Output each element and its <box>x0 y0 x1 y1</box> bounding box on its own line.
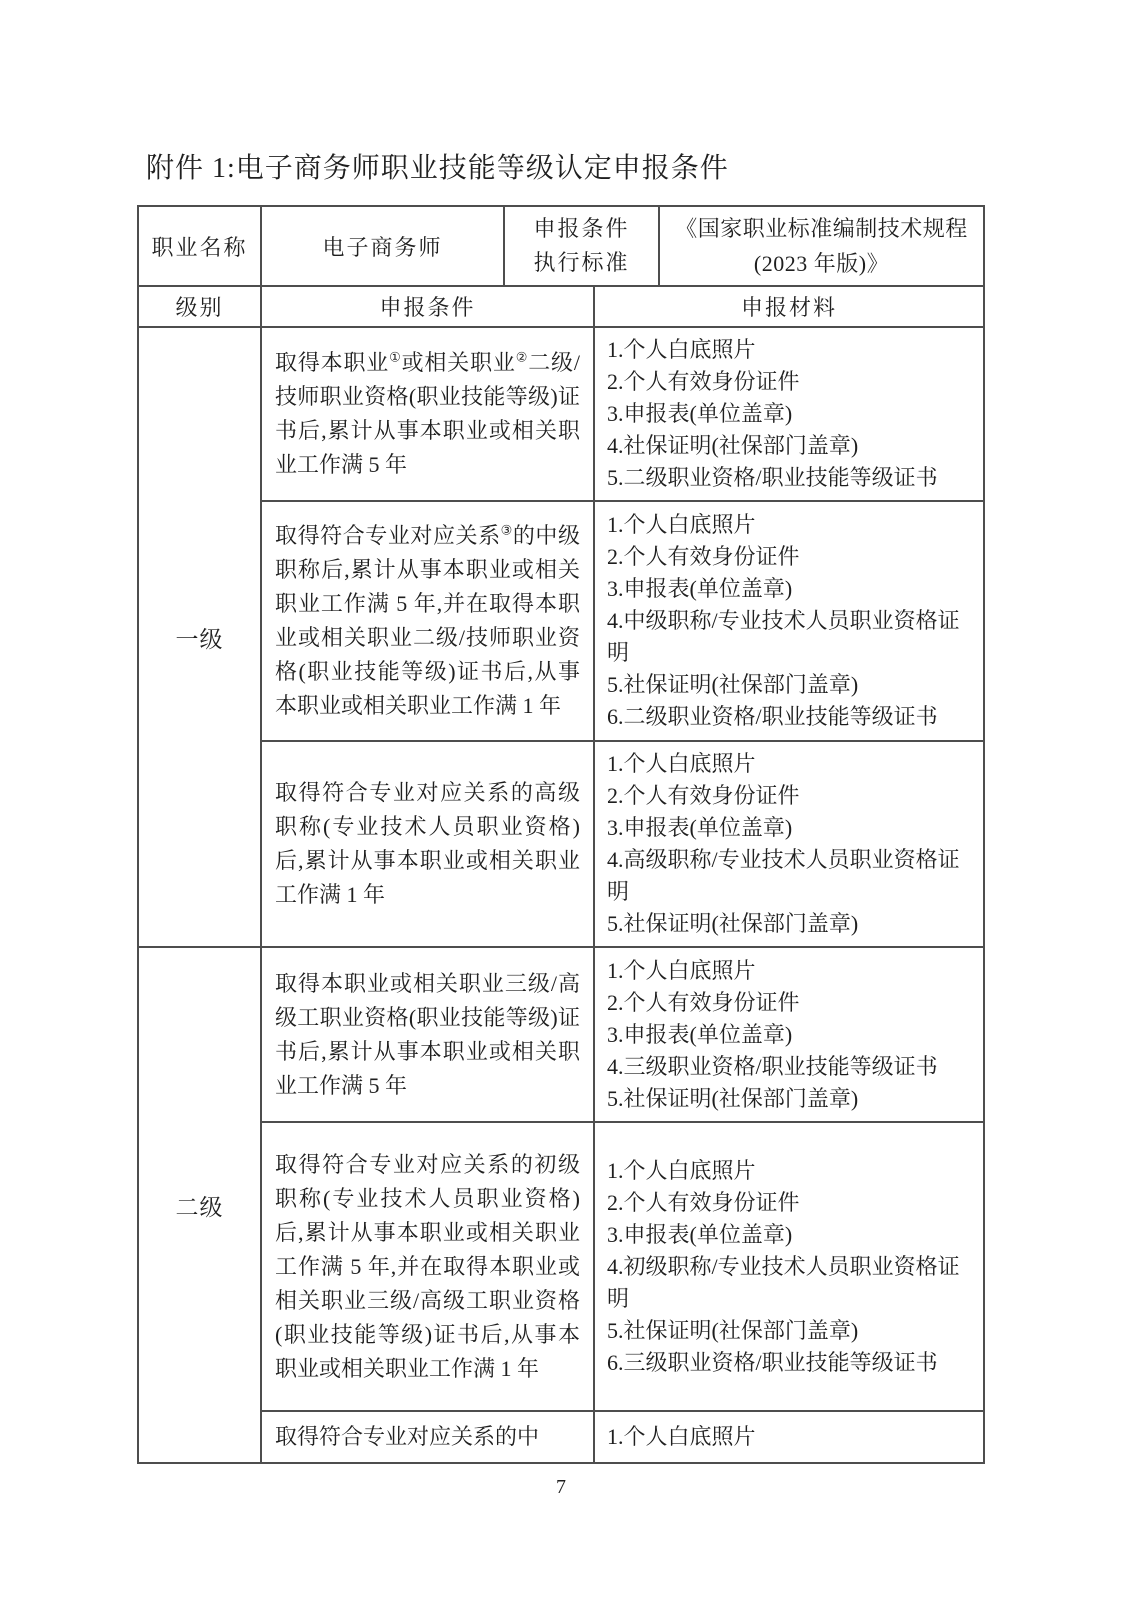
occupation-header-row <box>139 207 983 287</box>
material-item: 3.申报表(单位盖章) <box>607 576 793 601</box>
materials-cell <box>595 502 983 740</box>
standard-label: 申报条件执行标准 <box>505 207 660 285</box>
level-label: 二级 <box>139 948 262 1462</box>
material-item: 2.个人有效身份证件 <box>607 1189 800 1215</box>
condition-text: 取得本职业①或相关职业②二级/技师职业资格(职业技能等级)证书后,累计从事本职业或相关职业工作满 5 年 <box>275 349 580 477</box>
condition-cell <box>262 1412 595 1462</box>
materials-cell <box>595 742 983 946</box>
materials-list <box>607 1421 756 1453</box>
condition-cell <box>262 742 595 946</box>
level-group <box>139 328 983 946</box>
level-column-header: 级别 <box>139 287 262 326</box>
materials-list <box>607 334 938 494</box>
footnote-marker: ① <box>389 349 402 365</box>
requirement-row <box>262 1121 983 1410</box>
materials-list <box>607 1155 975 1379</box>
materials-list <box>607 748 975 940</box>
material-item: 3.申报表(单位盖章) <box>607 815 793 840</box>
materials-list <box>607 955 938 1115</box>
material-item: 1.个人白底照片 <box>607 1424 756 1449</box>
material-item: 4.高级职称/专业技术人员职业资格证明 <box>607 847 960 904</box>
material-item: 2.个人有效身份证件 <box>607 783 800 808</box>
requirement-row <box>262 500 983 740</box>
condition-cell <box>262 1123 595 1410</box>
occupation-name-label: 职业名称 <box>139 207 262 285</box>
material-item: 1.个人白底照片 <box>607 337 756 362</box>
condition-cell <box>262 328 595 500</box>
material-item: 5.二级职业资格/职业技能等级证书 <box>607 465 938 490</box>
materials-column-header: 申报材料 <box>740 295 837 320</box>
footnote-marker: ② <box>515 349 529 365</box>
material-item: 5.社保证明(社保部门盖章) <box>607 672 859 697</box>
material-item: 1.个人白底照片 <box>607 512 756 537</box>
material-item: 6.二级职业资格/职业技能等级证书 <box>607 704 938 729</box>
level-label: 一级 <box>139 328 262 946</box>
material-item: 5.社保证明(社保部门盖章) <box>607 1085 859 1111</box>
condition-text: 取得符合专业对应关系③的中级职称后,累计从事本职业或相关职业工作满 5 年,并在取得本职业或相关职业二级/技师职业资格(职业技能等级)证书后,从事本职业或相关职业工作满 1 年 <box>275 522 580 718</box>
material-item: 5.社保证明(社保部门盖章) <box>607 1317 859 1343</box>
condition-cell <box>262 502 595 740</box>
materials-cell <box>595 1412 983 1462</box>
condition-cell <box>262 948 595 1121</box>
material-item: 1.个人白底照片 <box>607 751 756 776</box>
materials-cell <box>595 948 983 1121</box>
material-item: 6.三级职业资格/职业技能等级证书 <box>607 1349 938 1375</box>
material-item: 3.申报表(单位盖章) <box>607 401 793 426</box>
materials-list <box>607 509 975 733</box>
material-item: 2.个人有效身份证件 <box>607 989 800 1015</box>
material-item: 4.社保证明(社保部门盖章) <box>607 433 859 458</box>
requirement-row <box>262 948 983 1121</box>
page-number: 7 <box>556 1476 566 1498</box>
material-item: 4.三级职业资格/职业技能等级证书 <box>607 1053 938 1079</box>
conditions-column-header: 申报条件 <box>262 287 595 326</box>
occupation-name-value: 电子商务师 <box>262 207 505 285</box>
materials-cell <box>595 328 983 500</box>
material-item: 3.申报表(单位盖章) <box>607 1021 793 1047</box>
attachment-title: 附件 1:电子商务师职业技能等级认定申报条件 <box>146 153 729 184</box>
material-item: 1.个人白底照片 <box>607 957 756 983</box>
requirement-row <box>262 328 983 500</box>
materials-cell <box>595 1123 983 1410</box>
material-item: 3.申报表(单位盖章) <box>607 1221 793 1247</box>
table-body <box>139 328 983 1462</box>
material-item: 5.社保证明(社保部门盖章) <box>607 911 859 936</box>
level-group <box>139 946 983 1462</box>
requirement-row <box>262 1410 983 1462</box>
material-item: 2.个人有效身份证件 <box>607 369 800 394</box>
application-table <box>137 205 985 1464</box>
requirement-row <box>262 740 983 946</box>
column-header-row <box>139 287 983 328</box>
material-item: 2.个人有效身份证件 <box>607 544 800 569</box>
standard-value: 《国家职业标准编制技术规程(2023 年版)》 <box>675 216 968 276</box>
condition-text: 取得符合专业对应关系的高级职称(专业技术人员职业资格)后,累计从事本职业或相关职业工作满 1 年 <box>275 780 580 907</box>
material-item: 4.初级职称/专业技术人员职业资格证明 <box>607 1253 960 1311</box>
condition-text: 取得符合专业对应关系的初级职称(专业技术人员职业资格)后,累计从事本职业或相关职业工作满 5 年,并在取得本职业或相关职业三级/高级工职业资格(职业技能等级)证书后,从事本职业或相关职业工作满 1 年 <box>275 1151 580 1381</box>
material-item: 4.中级职称/专业技术人员职业资格证明 <box>607 608 960 665</box>
condition-text: 取得本职业或相关职业三级/高级工职业资格(职业技能等级)证书后,累计从事本职业或相关职业工作满 5 年 <box>275 970 580 1098</box>
condition-text: 取得符合专业对应关系的中 <box>275 1424 540 1449</box>
material-item: 1.个人白底照片 <box>607 1157 756 1183</box>
footnote-marker: ③ <box>500 522 513 538</box>
